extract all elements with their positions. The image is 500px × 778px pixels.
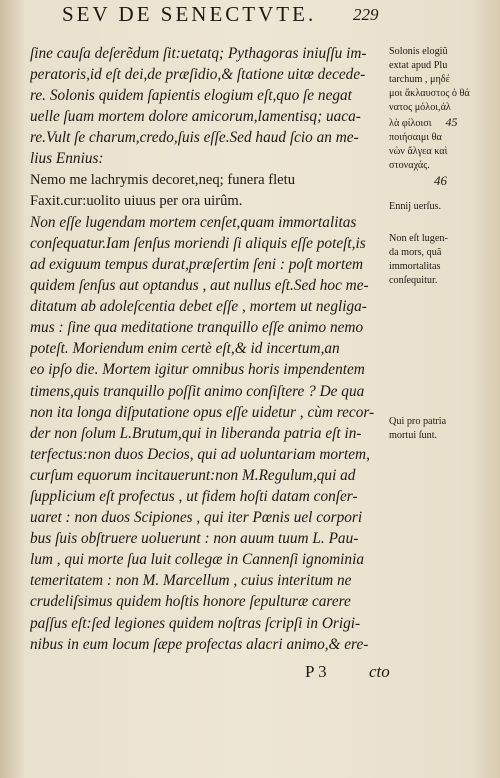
marginal-note-line: tarchum , μηδέ xyxy=(389,74,450,85)
text-line: temeritatem : non M. Marcellum , cuius interitum ne xyxy=(30,572,352,590)
text-line: timens,quis tranquillo poſſit animo conſiſtere ? De qua xyxy=(30,382,365,400)
text-line: mus : ſine qua meditatione tranquillo eſſe animo nemo xyxy=(30,319,364,337)
text-line: re.Vult ſe charum,credo,ſuis eſſe.Sed haud ſcio an me- xyxy=(30,129,359,147)
text-line: non ita longa diſputatione opus eſſe uidetur , cùm recor- xyxy=(30,403,375,421)
text-line: re. Solonis quidem ſapientis elogium eſt,quo ſe negat xyxy=(30,87,352,105)
catchword: cto xyxy=(369,662,390,681)
text-line: ditatum ab adoleſcentia debet eſſe , mortem ut negliga- xyxy=(30,298,367,316)
text-line: uelle ſuam mortem dolore amicorum,lamentisq; uaca- xyxy=(30,108,361,126)
marginal-note-line: μοι ἄκλαυστος ὁ θά xyxy=(389,88,470,99)
text-line: ſine cauſa deſerẽdum ſit:uetatq; Pythagoras iniuſſu im- xyxy=(30,45,367,62)
signature-mark: P 3 xyxy=(305,662,327,681)
marginal-note-line: extat apud Plu xyxy=(389,60,448,71)
main-text xyxy=(30,43,388,655)
marginal-note-line: Solonis elogiũ xyxy=(389,46,448,57)
marginal-note-pro-patria xyxy=(389,415,497,443)
text-line: paſſus eſt:ſed legiones quidem noſtras ſcripſi in Origi- xyxy=(30,614,361,632)
marginal-note-line: ποιήσαιμι θα xyxy=(389,132,442,143)
text-line: ſupplicium eſt profectus , ut fidem hoſti datam conſer- xyxy=(30,487,358,505)
text-line: ad exiguum tempus durat,præſertim ſeni : poſt mortem xyxy=(30,255,364,273)
marginal-note-line: immortalitas xyxy=(389,261,441,272)
verse-line: Nemo me lachrymis decoret,neq; funera fletu xyxy=(30,171,296,188)
text-line: Non eſſe lugendam mortem cenſet,quam immortalitas xyxy=(30,213,357,231)
marginal-note-line: da mors, quã xyxy=(389,247,442,258)
text-line: eo ipſo die. Mortem igitur omnibus horis impendentem xyxy=(30,361,365,379)
running-title: SEV DE SENECTVTE. xyxy=(62,2,317,26)
text-line: poteſt. Moriendum enim certè eſt,& id incertum,an xyxy=(30,340,340,358)
marginal-note-non-lugenda xyxy=(389,232,497,288)
text-line: uaret : non duos Scipiones , qui iter Pœnis uel corpori xyxy=(30,509,363,527)
text-line: quidem ſenſus aut optandus , aut nullus eſt.Sed hoc me- xyxy=(30,277,369,295)
marginal-note-line: Ennij uerſus. xyxy=(389,201,442,212)
text-line: lum , qui morte ſua luit collegæ in Cannenſi ignominia xyxy=(30,551,364,569)
text-line: bus ſuis obſtruere uoluerunt : non auum tuum L. Pau- xyxy=(30,530,359,548)
text-line: nibus in eum locum ſæpe profectas alacri animo,& ere- xyxy=(30,635,369,653)
marginal-note-line: στοναχάς. xyxy=(389,160,430,171)
text-line: crudeliſsimus quidem hoſtis honore ſepulturæ carere xyxy=(30,593,351,611)
text-line: conſequatur.Iam ſenſus moriendi ſi aliquis eſſe poteſt,is xyxy=(30,234,366,252)
marginal-note-line: νὼν ἄλγεα καὶ xyxy=(389,146,448,157)
marginal-note-line: Qui pro patria xyxy=(389,416,447,427)
greek-text: λὰ φίλοισι xyxy=(389,118,432,129)
text-line: lius Ennius: xyxy=(30,150,104,168)
marginal-note-solonis xyxy=(389,45,497,189)
marginal-note-line: Non eſt lugen- xyxy=(389,233,448,244)
marginal-note-line xyxy=(389,115,497,131)
text-line: der non ſolum L.Brutum,qui in liberanda patria eſt in- xyxy=(30,424,362,442)
marginal-note-line: conſequitur. xyxy=(389,275,438,286)
verse-line: Faxit.cur:uolito uiuus per ora uirûm. xyxy=(30,192,243,209)
text-line: peratoris,id eſt dei,de præſidio,& ſtatione uitæ decede- xyxy=(30,66,366,84)
page-number: 229 xyxy=(353,5,379,24)
reference-number: 45 xyxy=(445,115,458,129)
text-line: terfectus:non duos Decios, qui ad uoluntariam mortem, xyxy=(30,445,370,463)
marginal-note-line: mortui ſunt. xyxy=(389,430,438,441)
text-line: curſum equorum incitauerunt:non M.Regulum,qui ad xyxy=(30,466,356,484)
marginal-note-line: νατος μόλοι,ἀλ xyxy=(389,102,451,113)
reference-number: 46 xyxy=(434,173,447,188)
marginal-note-ennii xyxy=(389,200,497,214)
